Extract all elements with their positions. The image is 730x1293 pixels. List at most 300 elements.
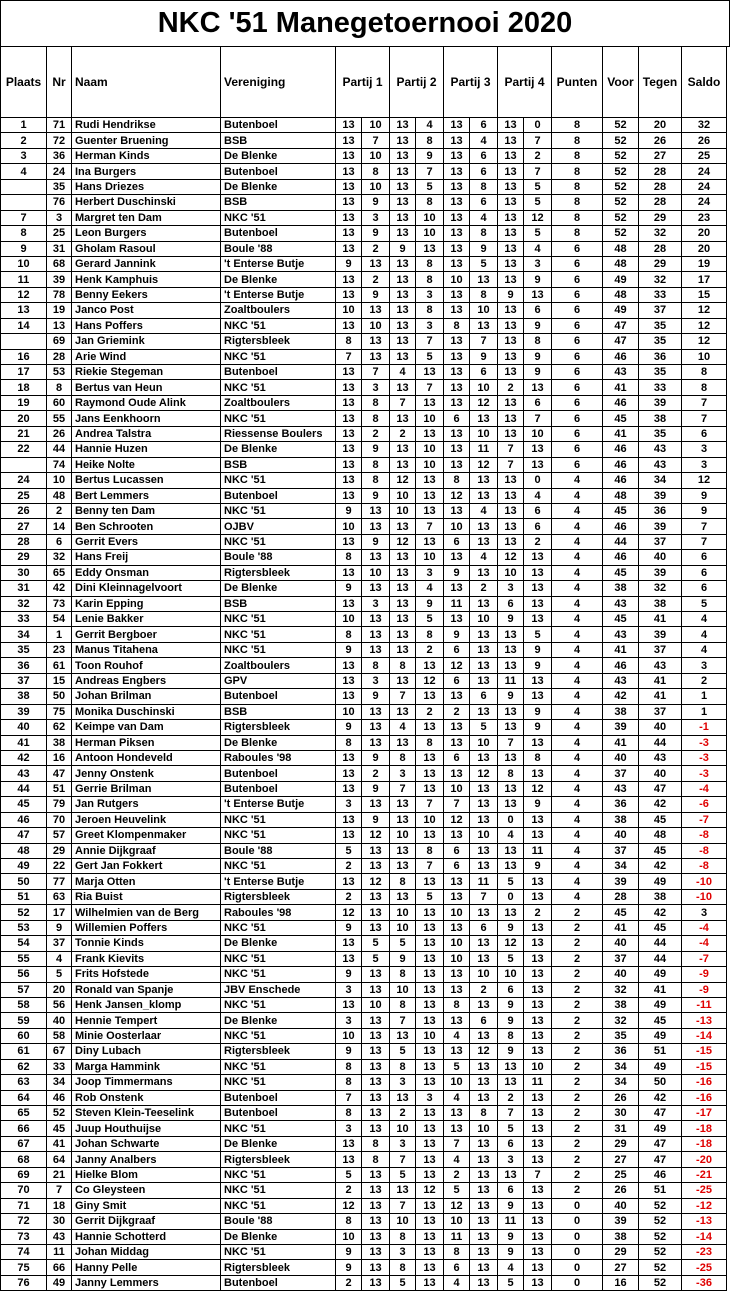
table-row bbox=[1, 1244, 727, 1259]
partij2-voor-cell: 8 bbox=[390, 750, 416, 765]
plaats-cell: 9 bbox=[1, 241, 47, 256]
saldo-cell: 3 bbox=[682, 442, 727, 457]
vereniging-cell: NKC '51 bbox=[221, 1075, 336, 1090]
naam-cell: Diny Lubach bbox=[72, 1044, 221, 1059]
voor-cell: 41 bbox=[603, 380, 639, 395]
partij4-voor-cell: 13 bbox=[498, 334, 524, 349]
partij3-voor-cell: 13 bbox=[444, 380, 470, 395]
partij2-voor-cell: 7 bbox=[390, 689, 416, 704]
partij2-tegen-cell: 3 bbox=[416, 565, 444, 580]
voor-cell: 47 bbox=[603, 318, 639, 333]
nr-cell: 58 bbox=[47, 1028, 72, 1043]
saldo-cell: -3 bbox=[682, 735, 727, 750]
table-row bbox=[1, 689, 727, 704]
partij2-tegen-cell: 13 bbox=[416, 905, 444, 920]
vereniging-cell: Butenboel bbox=[221, 164, 336, 179]
voor-cell: 45 bbox=[603, 565, 639, 580]
vereniging-cell: GPV bbox=[221, 673, 336, 688]
partij3-voor-cell: 13 bbox=[444, 1121, 470, 1136]
plaats-cell: 73 bbox=[1, 1229, 47, 1244]
nr-cell: 57 bbox=[47, 828, 72, 843]
partij2-voor-cell: 4 bbox=[390, 365, 416, 380]
plaats-cell: 64 bbox=[1, 1090, 47, 1105]
saldo-cell: 7 bbox=[682, 519, 727, 534]
saldo-cell: -1 bbox=[682, 720, 727, 735]
partij3-tegen-cell: 10 bbox=[470, 735, 498, 750]
partij4-tegen-cell: 8 bbox=[524, 334, 552, 349]
punten-cell: 6 bbox=[552, 349, 603, 364]
partij1-voor-cell: 13 bbox=[336, 241, 362, 256]
partij4-tegen-cell: 6 bbox=[524, 395, 552, 410]
partij3-tegen-cell: 12 bbox=[470, 395, 498, 410]
tegen-cell: 38 bbox=[639, 596, 682, 611]
punten-cell: 4 bbox=[552, 519, 603, 534]
plaats-cell: 2 bbox=[1, 133, 47, 148]
partij2-tegen-cell: 13 bbox=[416, 426, 444, 441]
table-row bbox=[1, 179, 727, 194]
partij2-voor-cell: 7 bbox=[390, 781, 416, 796]
table-row bbox=[1, 426, 727, 441]
partij2-voor-cell: 3 bbox=[390, 1244, 416, 1259]
punten-cell: 8 bbox=[552, 210, 603, 225]
partij4-voor-cell: 13 bbox=[498, 256, 524, 271]
partij1-voor-cell: 13 bbox=[336, 380, 362, 395]
tegen-cell: 44 bbox=[639, 951, 682, 966]
partij2-tegen-cell: 13 bbox=[416, 488, 444, 503]
partij3-tegen-cell: 8 bbox=[470, 179, 498, 194]
partij3-tegen-cell: 10 bbox=[470, 1121, 498, 1136]
nr-cell: 55 bbox=[47, 411, 72, 426]
partij3-tegen-cell: 4 bbox=[470, 550, 498, 565]
partij4-voor-cell: 4 bbox=[498, 1260, 524, 1275]
partij1-voor-cell: 8 bbox=[336, 550, 362, 565]
partij2-tegen-cell: 5 bbox=[416, 889, 444, 904]
punten-cell: 4 bbox=[552, 720, 603, 735]
naam-cell: Gerrit Evers bbox=[72, 534, 221, 549]
voor-cell: 36 bbox=[603, 1044, 639, 1059]
naam-cell: Jans Eenkhoorn bbox=[72, 411, 221, 426]
plaats-cell: 37 bbox=[1, 673, 47, 688]
partij3-voor-cell: 8 bbox=[444, 1244, 470, 1259]
partij1-tegen-cell: 8 bbox=[362, 473, 390, 488]
partij4-voor-cell: 13 bbox=[498, 349, 524, 364]
nr-cell: 37 bbox=[47, 936, 72, 951]
partij1-voor-cell: 12 bbox=[336, 1198, 362, 1213]
voor-cell: 38 bbox=[603, 704, 639, 719]
partij2-tegen-cell: 7 bbox=[416, 859, 444, 874]
partij3-tegen-cell: 12 bbox=[470, 766, 498, 781]
partij2-voor-cell: 13 bbox=[390, 735, 416, 750]
voor-cell: 30 bbox=[603, 1106, 639, 1121]
partij1-voor-cell: 13 bbox=[336, 1136, 362, 1151]
partij2-tegen-cell: 5 bbox=[416, 349, 444, 364]
saldo-cell: -8 bbox=[682, 843, 727, 858]
table-row bbox=[1, 395, 727, 410]
table-row bbox=[1, 272, 727, 287]
partij2-voor-cell: 3 bbox=[390, 1136, 416, 1151]
nr-cell: 63 bbox=[47, 889, 72, 904]
partij2-voor-cell: 5 bbox=[390, 1275, 416, 1290]
partij1-tegen-cell: 8 bbox=[362, 164, 390, 179]
partij4-voor-cell: 9 bbox=[498, 689, 524, 704]
saldo-cell: -14 bbox=[682, 1028, 727, 1043]
plaats-cell: 34 bbox=[1, 627, 47, 642]
voor-cell: 52 bbox=[603, 118, 639, 133]
naam-cell: Janco Post bbox=[72, 303, 221, 318]
tegen-cell: 39 bbox=[639, 488, 682, 503]
voor-cell: 42 bbox=[603, 689, 639, 704]
tegen-cell: 28 bbox=[639, 195, 682, 210]
partij1-voor-cell: 3 bbox=[336, 982, 362, 997]
vereniging-cell: NKC '51 bbox=[221, 920, 336, 935]
punten-cell: 2 bbox=[552, 1167, 603, 1182]
partij1-tegen-cell: 9 bbox=[362, 195, 390, 210]
saldo-cell: 24 bbox=[682, 164, 727, 179]
partij4-tegen-cell: 9 bbox=[524, 349, 552, 364]
vereniging-cell: BSB bbox=[221, 596, 336, 611]
partij1-tegen-cell: 13 bbox=[362, 503, 390, 518]
partij3-tegen-cell: 13 bbox=[470, 1136, 498, 1151]
punten-cell: 0 bbox=[552, 1244, 603, 1259]
table-row bbox=[1, 951, 727, 966]
naam-cell: Dini Kleinnagelvoort bbox=[72, 581, 221, 596]
partij4-voor-cell: 12 bbox=[498, 936, 524, 951]
partij1-voor-cell: 3 bbox=[336, 1121, 362, 1136]
partij1-voor-cell: 13 bbox=[336, 750, 362, 765]
naam-cell: Karin Epping bbox=[72, 596, 221, 611]
punten-cell: 6 bbox=[552, 318, 603, 333]
partij4-voor-cell: 12 bbox=[498, 550, 524, 565]
partij1-tegen-cell: 3 bbox=[362, 380, 390, 395]
vereniging-cell: BSB bbox=[221, 133, 336, 148]
plaats-cell bbox=[1, 457, 47, 472]
partij2-voor-cell: 9 bbox=[390, 951, 416, 966]
partij4-voor-cell: 13 bbox=[498, 905, 524, 920]
nr-cell: 79 bbox=[47, 797, 72, 812]
partij3-tegen-cell: 12 bbox=[470, 1044, 498, 1059]
table-row bbox=[1, 843, 727, 858]
naam-cell: Gerard Jannink bbox=[72, 256, 221, 271]
saldo-cell: 3 bbox=[682, 658, 727, 673]
partij4-tegen-cell: 13 bbox=[524, 982, 552, 997]
partij4-voor-cell: 6 bbox=[498, 1183, 524, 1198]
partij4-voor-cell: 9 bbox=[498, 1229, 524, 1244]
partij2-voor-cell: 5 bbox=[390, 1167, 416, 1182]
vereniging-cell: NKC '51 bbox=[221, 1198, 336, 1213]
partij4-tegen-cell: 5 bbox=[524, 195, 552, 210]
vereniging-cell: Butenboel bbox=[221, 781, 336, 796]
naam-cell: Tonnie Kinds bbox=[72, 936, 221, 951]
header-voor: Voor bbox=[603, 47, 639, 118]
partij3-voor-cell: 13 bbox=[444, 689, 470, 704]
tegen-cell: 39 bbox=[639, 395, 682, 410]
vereniging-cell: NKC '51 bbox=[221, 627, 336, 642]
table-row bbox=[1, 735, 727, 750]
voor-cell: 38 bbox=[603, 1229, 639, 1244]
partij4-voor-cell: 10 bbox=[498, 967, 524, 982]
voor-cell: 52 bbox=[603, 133, 639, 148]
partij4-voor-cell: 13 bbox=[498, 534, 524, 549]
partij1-tegen-cell: 3 bbox=[362, 596, 390, 611]
partij2-tegen-cell: 13 bbox=[416, 967, 444, 982]
table-row bbox=[1, 488, 727, 503]
vereniging-cell: Rigtersbleek bbox=[221, 1260, 336, 1275]
header-partij-4: Partij 4 bbox=[498, 47, 552, 118]
punten-cell: 4 bbox=[552, 565, 603, 580]
table-row bbox=[1, 720, 727, 735]
voor-cell: 41 bbox=[603, 735, 639, 750]
table-row bbox=[1, 226, 727, 241]
tegen-cell: 35 bbox=[639, 318, 682, 333]
tegen-cell: 26 bbox=[639, 133, 682, 148]
partij3-voor-cell: 5 bbox=[444, 1059, 470, 1074]
partij3-tegen-cell: 6 bbox=[470, 118, 498, 133]
tegen-cell: 44 bbox=[639, 735, 682, 750]
partij3-voor-cell: 4 bbox=[444, 1275, 470, 1290]
punten-cell: 2 bbox=[552, 1121, 603, 1136]
partij2-tegen-cell: 10 bbox=[416, 442, 444, 457]
vereniging-cell: NKC '51 bbox=[221, 812, 336, 827]
partij2-voor-cell: 2 bbox=[390, 426, 416, 441]
partij3-voor-cell: 13 bbox=[444, 148, 470, 163]
partij2-tegen-cell: 3 bbox=[416, 318, 444, 333]
tegen-cell: 52 bbox=[639, 1260, 682, 1275]
partij4-tegen-cell: 13 bbox=[524, 997, 552, 1012]
vereniging-cell: OJBV bbox=[221, 519, 336, 534]
table-row bbox=[1, 303, 727, 318]
vereniging-cell: Rigtersbleek bbox=[221, 1044, 336, 1059]
naam-cell: Janny Lemmers bbox=[72, 1275, 221, 1290]
partij4-voor-cell: 13 bbox=[498, 797, 524, 812]
nr-cell: 4 bbox=[47, 951, 72, 966]
tegen-cell: 46 bbox=[639, 1167, 682, 1182]
voor-cell: 34 bbox=[603, 859, 639, 874]
naam-cell: Ronald van Spanje bbox=[72, 982, 221, 997]
saldo-cell: 32 bbox=[682, 118, 727, 133]
partij2-voor-cell: 7 bbox=[390, 1198, 416, 1213]
plaats-cell: 51 bbox=[1, 889, 47, 904]
partij4-tegen-cell: 9 bbox=[524, 272, 552, 287]
nr-cell: 32 bbox=[47, 550, 72, 565]
partij2-tegen-cell: 10 bbox=[416, 411, 444, 426]
saldo-cell: -4 bbox=[682, 936, 727, 951]
partij1-tegen-cell: 8 bbox=[362, 1152, 390, 1167]
saldo-cell: 23 bbox=[682, 210, 727, 225]
tegen-cell: 41 bbox=[639, 612, 682, 627]
partij1-tegen-cell: 9 bbox=[362, 750, 390, 765]
partij4-voor-cell: 13 bbox=[498, 658, 524, 673]
table-row bbox=[1, 596, 727, 611]
partij2-voor-cell: 10 bbox=[390, 1121, 416, 1136]
partij1-voor-cell: 13 bbox=[336, 426, 362, 441]
partij1-tegen-cell: 13 bbox=[362, 256, 390, 271]
partij3-voor-cell: 6 bbox=[444, 642, 470, 657]
punten-cell: 8 bbox=[552, 195, 603, 210]
partij3-voor-cell: 13 bbox=[444, 1044, 470, 1059]
tegen-cell: 35 bbox=[639, 365, 682, 380]
plaats-cell: 19 bbox=[1, 395, 47, 410]
partij1-voor-cell: 13 bbox=[336, 936, 362, 951]
punten-cell: 6 bbox=[552, 411, 603, 426]
nr-cell: 9 bbox=[47, 920, 72, 935]
nr-cell: 10 bbox=[47, 473, 72, 488]
punten-cell: 2 bbox=[552, 1013, 603, 1028]
voor-cell: 38 bbox=[603, 812, 639, 827]
voor-cell: 43 bbox=[603, 627, 639, 642]
partij3-tegen-cell: 13 bbox=[470, 936, 498, 951]
partij1-voor-cell: 13 bbox=[336, 658, 362, 673]
punten-cell: 2 bbox=[552, 1059, 603, 1074]
partij2-voor-cell: 13 bbox=[390, 287, 416, 302]
partij4-voor-cell: 13 bbox=[498, 781, 524, 796]
voor-cell: 45 bbox=[603, 503, 639, 518]
nr-cell: 77 bbox=[47, 874, 72, 889]
plaats-cell: 54 bbox=[1, 936, 47, 951]
partij4-tegen-cell: 13 bbox=[524, 1121, 552, 1136]
partij3-tegen-cell: 6 bbox=[470, 1013, 498, 1028]
partij1-tegen-cell: 13 bbox=[362, 642, 390, 657]
punten-cell: 6 bbox=[552, 256, 603, 271]
naam-cell: Jenny Onstenk bbox=[72, 766, 221, 781]
partij4-voor-cell: 2 bbox=[498, 380, 524, 395]
saldo-cell: -23 bbox=[682, 1244, 727, 1259]
partij4-voor-cell: 7 bbox=[498, 442, 524, 457]
partij3-voor-cell: 12 bbox=[444, 658, 470, 673]
vereniging-cell: De Blenke bbox=[221, 581, 336, 596]
plaats-cell: 14 bbox=[1, 318, 47, 333]
plaats-cell: 61 bbox=[1, 1044, 47, 1059]
partij2-voor-cell: 13 bbox=[390, 226, 416, 241]
vereniging-cell: NKC '51 bbox=[221, 859, 336, 874]
naam-cell: Andrea Talstra bbox=[72, 426, 221, 441]
partij3-voor-cell: 10 bbox=[444, 272, 470, 287]
partij3-voor-cell: 13 bbox=[444, 287, 470, 302]
partij4-tegen-cell: 13 bbox=[524, 1152, 552, 1167]
plaats-cell: 66 bbox=[1, 1121, 47, 1136]
partij2-voor-cell: 8 bbox=[390, 658, 416, 673]
partij2-voor-cell: 8 bbox=[390, 1260, 416, 1275]
partij1-voor-cell: 13 bbox=[336, 488, 362, 503]
naam-cell: Riekie Stegeman bbox=[72, 365, 221, 380]
partij3-voor-cell: 9 bbox=[444, 565, 470, 580]
partij1-voor-cell: 3 bbox=[336, 1013, 362, 1028]
partij3-tegen-cell: 13 bbox=[470, 1028, 498, 1043]
partij4-tegen-cell: 10 bbox=[524, 1059, 552, 1074]
naam-cell: Eddy Onsman bbox=[72, 565, 221, 580]
partij1-voor-cell: 3 bbox=[336, 797, 362, 812]
voor-cell: 40 bbox=[603, 1198, 639, 1213]
partij2-tegen-cell: 10 bbox=[416, 226, 444, 241]
partij1-tegen-cell: 13 bbox=[362, 920, 390, 935]
saldo-cell: 15 bbox=[682, 287, 727, 302]
partij2-voor-cell: 10 bbox=[390, 982, 416, 997]
partij2-voor-cell: 13 bbox=[390, 148, 416, 163]
tegen-cell: 34 bbox=[639, 473, 682, 488]
vereniging-cell: Boule '88 bbox=[221, 550, 336, 565]
naam-cell: Steven Klein-Teeselink bbox=[72, 1106, 221, 1121]
voor-cell: 26 bbox=[603, 1090, 639, 1105]
partij1-tegen-cell: 13 bbox=[362, 982, 390, 997]
table-row bbox=[1, 982, 727, 997]
partij4-voor-cell: 3 bbox=[498, 581, 524, 596]
naam-cell: Bertus Lucassen bbox=[72, 473, 221, 488]
punten-cell: 0 bbox=[552, 1229, 603, 1244]
partij2-voor-cell: 13 bbox=[390, 411, 416, 426]
partij3-tegen-cell: 10 bbox=[470, 828, 498, 843]
naam-cell: Joop Timmermans bbox=[72, 1075, 221, 1090]
naam-cell: Gerrit Dijkgraaf bbox=[72, 1214, 221, 1229]
partij2-tegen-cell: 5 bbox=[416, 179, 444, 194]
partij1-tegen-cell: 13 bbox=[362, 612, 390, 627]
partij3-tegen-cell: 8 bbox=[470, 287, 498, 302]
table-row bbox=[1, 411, 727, 426]
partij4-voor-cell: 13 bbox=[498, 195, 524, 210]
punten-cell: 2 bbox=[552, 1136, 603, 1151]
plaats-cell: 22 bbox=[1, 442, 47, 457]
plaats-cell: 32 bbox=[1, 596, 47, 611]
saldo-cell: -20 bbox=[682, 1152, 727, 1167]
nr-cell: 43 bbox=[47, 1229, 72, 1244]
partij2-voor-cell: 8 bbox=[390, 997, 416, 1012]
partij2-voor-cell: 12 bbox=[390, 473, 416, 488]
partij3-voor-cell: 8 bbox=[444, 318, 470, 333]
tegen-cell: 47 bbox=[639, 1106, 682, 1121]
partij3-tegen-cell: 13 bbox=[470, 1167, 498, 1182]
punten-cell: 6 bbox=[552, 380, 603, 395]
partij3-voor-cell: 10 bbox=[444, 781, 470, 796]
naam-cell: Bert Lemmers bbox=[72, 488, 221, 503]
table-row bbox=[1, 210, 727, 225]
plaats-cell: 17 bbox=[1, 365, 47, 380]
nr-cell: 31 bbox=[47, 241, 72, 256]
header-partij-2: Partij 2 bbox=[390, 47, 444, 118]
header-vereniging: Vereniging bbox=[221, 47, 336, 118]
tegen-cell: 28 bbox=[639, 164, 682, 179]
partij1-voor-cell: 13 bbox=[336, 457, 362, 472]
punten-cell: 6 bbox=[552, 395, 603, 410]
partij4-tegen-cell: 10 bbox=[524, 426, 552, 441]
table-row bbox=[1, 118, 727, 133]
naam-cell: Hannie Huzen bbox=[72, 442, 221, 457]
partij1-tegen-cell: 8 bbox=[362, 1136, 390, 1151]
partij3-voor-cell: 13 bbox=[444, 766, 470, 781]
partij1-voor-cell: 9 bbox=[336, 720, 362, 735]
vereniging-cell: NKC '51 bbox=[221, 318, 336, 333]
table-row bbox=[1, 318, 727, 333]
nr-cell: 42 bbox=[47, 581, 72, 596]
partij1-voor-cell: 2 bbox=[336, 859, 362, 874]
tegen-cell: 20 bbox=[639, 118, 682, 133]
saldo-cell: 6 bbox=[682, 550, 727, 565]
partij3-voor-cell: 12 bbox=[444, 812, 470, 827]
partij3-voor-cell: 11 bbox=[444, 1229, 470, 1244]
saldo-cell: -6 bbox=[682, 797, 727, 812]
partij1-tegen-cell: 13 bbox=[362, 1059, 390, 1074]
plaats-cell: 52 bbox=[1, 905, 47, 920]
partij2-voor-cell: 13 bbox=[390, 673, 416, 688]
punten-cell: 4 bbox=[552, 488, 603, 503]
plaats-cell: 40 bbox=[1, 720, 47, 735]
partij1-tegen-cell: 3 bbox=[362, 673, 390, 688]
tegen-cell: 36 bbox=[639, 503, 682, 518]
partij1-tegen-cell: 13 bbox=[362, 1167, 390, 1182]
voor-cell: 31 bbox=[603, 1121, 639, 1136]
partij4-voor-cell: 7 bbox=[498, 735, 524, 750]
table-row bbox=[1, 1044, 727, 1059]
nr-cell: 11 bbox=[47, 1244, 72, 1259]
naam-cell: Gert Jan Fokkert bbox=[72, 859, 221, 874]
table-row bbox=[1, 534, 727, 549]
